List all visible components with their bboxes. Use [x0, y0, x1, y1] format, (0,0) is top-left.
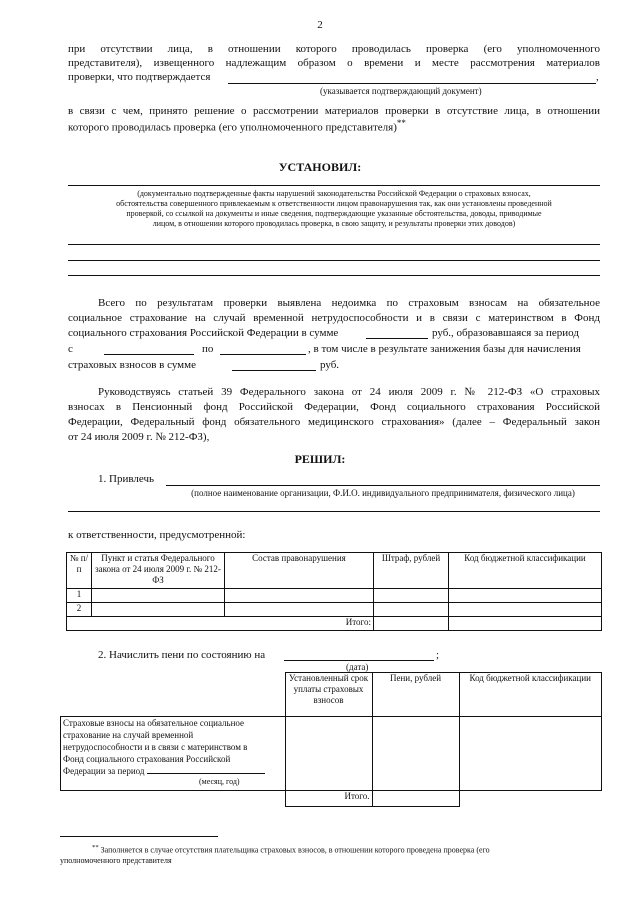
- total-label: Итого:: [67, 617, 374, 631]
- liable-person-field-2[interactable]: [68, 511, 600, 512]
- offense-cell[interactable]: [225, 603, 374, 617]
- established-field-2[interactable]: [68, 244, 600, 245]
- offense-cell[interactable]: [225, 589, 374, 603]
- page-number: 2: [317, 19, 323, 31]
- empty-total-left: [61, 791, 286, 807]
- confirming-document-caption: (указывается подтверждающий документ): [320, 86, 482, 96]
- kbk-cell[interactable]: [449, 603, 602, 617]
- footnote-ref: **: [396, 118, 406, 128]
- table-row: [61, 717, 602, 791]
- col-kbk-header: Код бюджетной классификации: [459, 673, 602, 717]
- p2-line2: которого проводилась проверка (его уполномоченного представителя)**: [68, 118, 406, 134]
- table-row: [67, 603, 602, 617]
- established-field-3[interactable]: [68, 260, 600, 261]
- p3-line5b: руб.: [320, 359, 340, 371]
- item2-text: 2. Начислить пени по состоянию на: [98, 649, 266, 661]
- footnote-line1: Заполняется в случае отсутствия плательщика страховых взносов, в отношении которого проведена проверка (его: [100, 845, 490, 855]
- total-penalty-cell[interactable]: [372, 791, 459, 807]
- col-article-header: Пункт и статья Федерального закона от 24 июля 2009 г. № 212-ФЗ: [92, 553, 225, 589]
- established-field-4[interactable]: [68, 275, 600, 276]
- p3-line3b: руб., образовавшаяся за период: [432, 327, 579, 339]
- date-caption: (дата): [346, 662, 369, 672]
- article-cell[interactable]: [92, 589, 225, 603]
- p3-line5a: страховых взносов в сумме: [68, 359, 196, 371]
- p4-line1: Руководствуясь статьей 39 Федерального закона от 24 июля 2009 г. № 212-ФЗ «О страховых: [98, 386, 600, 398]
- kbk-cell[interactable]: [449, 589, 602, 603]
- footnote-separator: [60, 836, 218, 837]
- total-label: Итого.: [285, 791, 372, 807]
- col-fine-header: Штраф, рублей: [374, 553, 449, 589]
- p3-line3a: социального страхования Российской Федерации в сумме: [68, 327, 339, 339]
- p1-line1: при отсутствии лица, в отношении которого проводилась проверка (его уполномоченного: [68, 43, 600, 55]
- contributions-label: Страховые взносы на обязательное социальное страхование на случай временной нетрудоспособности и в связи с материнством в Фонд социального страхования Российской Федерации за период (месяц, год): [61, 717, 286, 791]
- liability-text: к ответственности, предусмотренной:: [68, 529, 246, 541]
- p4-line3: Федерации, Федеральный фонд обязательного медицинского страхования» (далее – Федеральный закон: [68, 416, 600, 428]
- liable-person-field[interactable]: [166, 485, 600, 486]
- penalty-table: [60, 672, 602, 807]
- penalty-total-row: [61, 791, 602, 807]
- row-number: 1: [67, 589, 92, 603]
- table-row: [67, 589, 602, 603]
- term-cell[interactable]: [285, 717, 372, 791]
- empty-total-right: [459, 791, 602, 807]
- p3-line4b: по: [202, 343, 214, 355]
- liable-person-caption: (полное наименование организации, Ф.И.О. индивидуального предпринимателя, физического лица): [191, 488, 575, 498]
- total-fine-cell[interactable]: [374, 617, 449, 631]
- period-to-field[interactable]: [220, 354, 306, 355]
- liability-table-header: [67, 553, 602, 589]
- penalty-cell[interactable]: [372, 717, 459, 791]
- p1-line2: представителя), извещенного надлежащим образом о времени и месте рассмотрения материалов: [68, 57, 600, 69]
- period-field[interactable]: [147, 773, 265, 774]
- arrears-amount-field[interactable]: [366, 338, 428, 339]
- footnote-line2: уполномоченного представителя: [60, 855, 172, 865]
- penalty-date-field[interactable]: [284, 660, 434, 661]
- p1-line3: проверки, что подтверждается: [68, 71, 211, 83]
- p3-line1: Всего по результатам проверки выявлена недоимка по страховым взносам на обязательное: [98, 297, 600, 309]
- kbk-cell[interactable]: [459, 717, 602, 791]
- article-cell[interactable]: [92, 603, 225, 617]
- empty-corner: [61, 673, 286, 717]
- liability-table: [66, 552, 602, 631]
- period-from-field[interactable]: [104, 354, 194, 355]
- p3-line4c: , в том числе в результате занижения базы для начисления: [308, 343, 581, 355]
- p2-line1: в связи с чем, принято решение о рассмотрении материалов проверки в отсутствие лица, в отношении: [68, 105, 600, 117]
- row-number: 2: [67, 603, 92, 617]
- penalty-table-header: [61, 673, 602, 717]
- item1-text: 1. Привлечь: [98, 473, 155, 485]
- fine-cell[interactable]: [374, 603, 449, 617]
- underestimated-base-amount-field[interactable]: [232, 370, 316, 371]
- established-heading: УСТАНОВИЛ:: [278, 160, 362, 174]
- col-penalty-header: Пени, рублей: [372, 673, 459, 717]
- established-caption: (документально подтвержденные факты нарушений законодательства Российской Федерации о страховых взносах, обстоятельства совершенного привлекаемым к ответственности лицом правонарушения так, как они установлены проведенной проверкой, со ссылкой на документы и иные сведения, подтверждающие указанные обстоятельства, доводы, приводимые лицом, в отношении которого проводилась проверка, в свою защиту, и результаты проверки этих доводов): [116, 189, 552, 228]
- col-kbk-header: Код бюджетной классификации: [449, 553, 602, 589]
- table-total-row: [67, 617, 602, 631]
- total-kbk-cell: [449, 617, 602, 631]
- col-term-header: Установленный срок уплаты страховых взносов: [285, 673, 372, 717]
- confirming-document-field[interactable]: [228, 83, 596, 84]
- p3-line2: социальное страхование на случай временной нетрудоспособности и в связи с материнством в Фонд: [68, 312, 600, 324]
- p4-line4: от 24 июля 2009 г. № 212-ФЗ),: [68, 431, 210, 443]
- item2-semicolon: ;: [436, 649, 440, 661]
- footnote-mark: **: [92, 844, 99, 851]
- fine-cell[interactable]: [374, 589, 449, 603]
- decided-heading: РЕШИЛ:: [294, 452, 346, 466]
- col-num-header: № п/п: [67, 553, 92, 589]
- footnote: [60, 843, 605, 866]
- col-offense-header: Состав правонарушения: [225, 553, 374, 589]
- p1-comma: ,: [596, 71, 599, 83]
- established-field-1[interactable]: [68, 185, 600, 186]
- period-caption: (месяц, год): [199, 777, 240, 786]
- p4-line2: взносах в Пенсионный фонд Российской Федерации, Фонд социального страхования Российской: [68, 401, 600, 413]
- p3-line4a: с: [68, 343, 73, 355]
